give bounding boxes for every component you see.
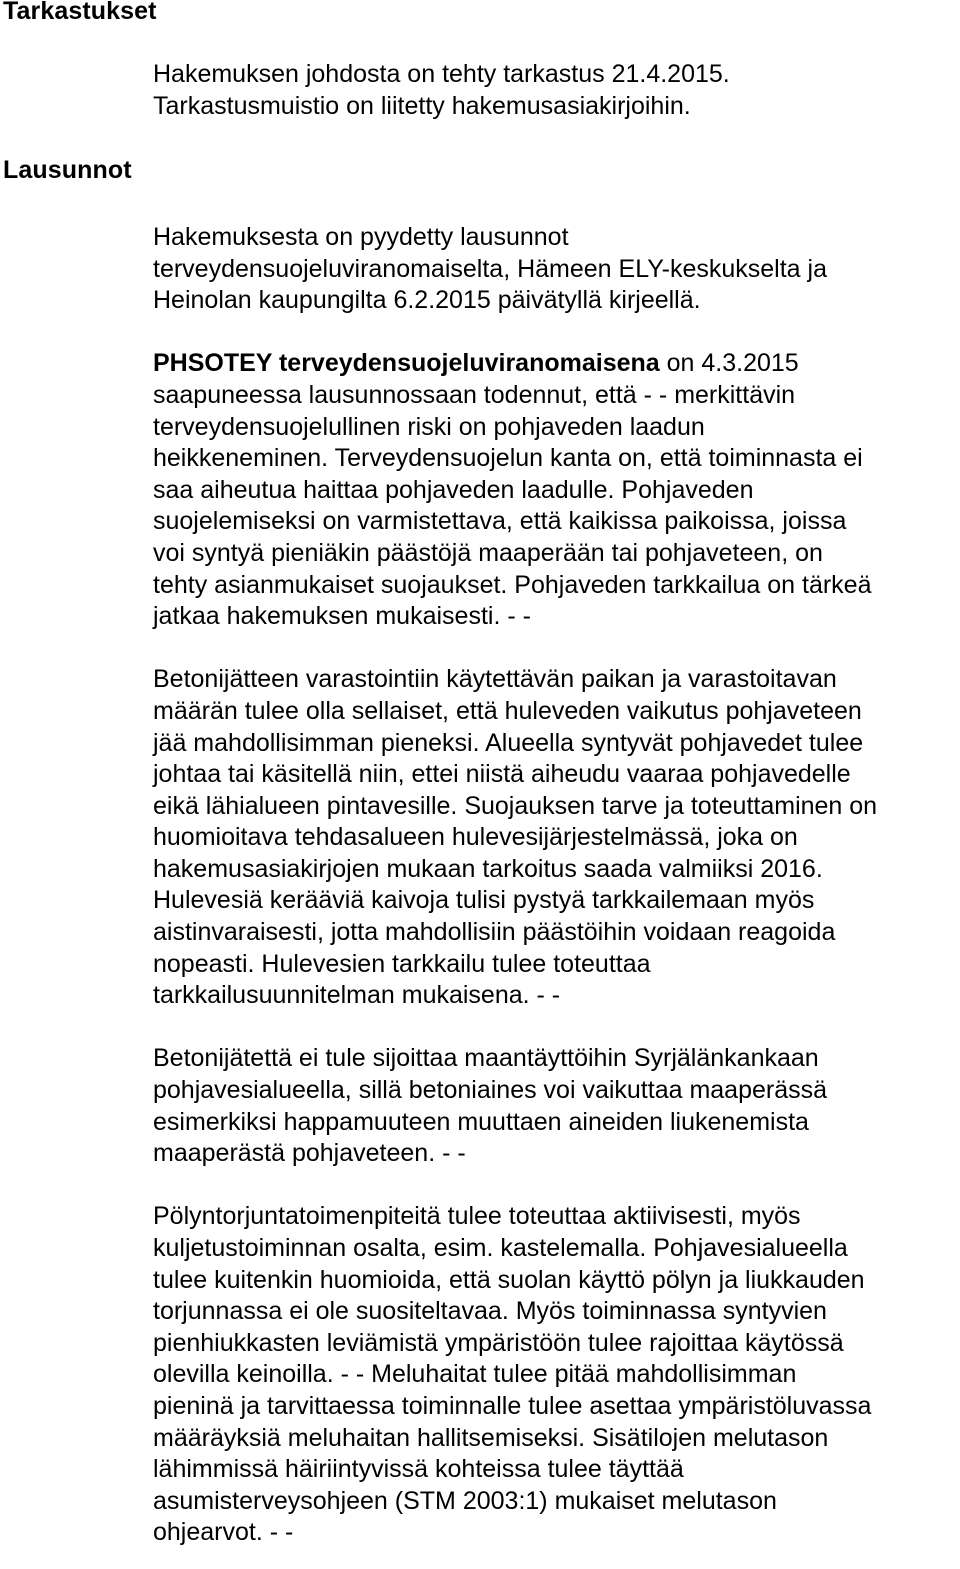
text-line: pohjavesialueella, sillä betoniaines voi vaikuttaa maaperässä <box>153 1076 828 1105</box>
text-line: heikkeneminen. Terveydensuojelun kanta on, että toiminnasta ei <box>153 444 863 473</box>
text-line: olevilla keinoilla. - - Meluhaitat tulee pitää mahdollisimman <box>153 1360 797 1389</box>
text-line: Pölyntorjuntatoimenpiteitä tulee toteuttaa aktiivisesti, myös <box>153 1202 801 1231</box>
tarkastukset-text <box>153 59 953 122</box>
text-line: Heinolan kaupungilta 6.2.2015 päivätyllä kirjeellä. <box>153 286 701 315</box>
text-line: Hakemuksesta on pyydetty lausunnot <box>153 223 569 251</box>
text-line: voi syntyä pieniäkin päästöjä maaperään tai pohjaveteen, on <box>153 538 823 567</box>
lausunnot-intro <box>153 222 953 317</box>
statement-first-line <box>153 348 953 380</box>
phsotey-statement <box>153 348 953 632</box>
text-line: johtaa tai käsitellä niin, ettei niistä aiheudu vaaraa pohjavedelle <box>153 760 851 789</box>
text-line: esimerkiksi happamuuteen muuttaen aineiden liukenemista <box>153 1107 809 1136</box>
text-line: pienhiukkasten leviämistä ympäristöön tulee rajoittaa käytössä <box>153 1328 844 1357</box>
text-line: tulee kuitenkin huomioida, että suolan käyttö pölyn ja liukkauden <box>153 1265 865 1294</box>
text-line: Betonijätettä ei tule sijoittaa maantäyttöihin Syrjälänkankaan <box>153 1044 819 1073</box>
text-line: ohjearvot. - - <box>153 1518 294 1547</box>
text-line: saa aiheutua haittaa pohjaveden laadulle. Pohjaveden <box>153 475 754 504</box>
text-line: hakemusasiakirjojen mukaan tarkoitus saada valmiiksi 2016. <box>153 854 823 883</box>
text-line: jatkaa hakemuksen mukaisesti. - - <box>153 602 531 631</box>
text-line: eikä lähialueen pintavesille. Suojauksen tarve ja toteuttaminen on <box>153 791 878 820</box>
text-line: saapuneessa lausunnossaan todennut, että - - merkittävin <box>153 380 796 409</box>
text-line: torjunnassa ei ole suositeltavaa. Myös toiminnassa syntyvien <box>153 1297 827 1326</box>
text-line: määräyksiä meluhaitan hallitsemiseksi. Sisätilojen melutason <box>153 1423 829 1452</box>
text-line: jää mahdollisimman pieneksi. Alueella syntyvät pohjavedet tulee <box>153 728 864 757</box>
text-line: pieninä ja tarvittaessa toiminnalle tulee asettaa ympäristöluvassa <box>153 1391 872 1420</box>
text-line: lähimmissä häiriintyvissä kohteissa tulee täyttää <box>153 1455 684 1484</box>
text-line: kuljetustoiminnan osalta, esim. kastelemalla. Pohjavesialueella <box>153 1234 848 1262</box>
paragraph-polyntorjunta <box>153 1201 953 1549</box>
text-line: terveydensuojelullinen riski on pohjaveden laadun <box>153 412 705 441</box>
text-line: Hakemuksen johdosta on tehty tarkastus 21.4.2015. <box>153 60 730 88</box>
section-heading-lausunnot: Lausunnot <box>3 156 132 184</box>
text-line: Betonijätteen varastointiin käytettävän paikan ja varastoitavan <box>153 665 837 694</box>
text-line: nopeasti. Hulevesien tarkkailu tulee toteuttaa <box>153 949 651 978</box>
text-line: määrän tulee olla sellaiset, että huleveden vaikutus pohjaveteen <box>153 696 862 725</box>
text-line: asumisterveysohjeen (STM 2003:1) mukaiset melutason <box>153 1486 777 1515</box>
text-line: Tarkastusmuistio on liitetty hakemusasiakirjoihin. <box>153 91 691 120</box>
statement-author: PHSOTEY terveydensuojeluviranomaisena <box>153 349 660 378</box>
text-line: huomioitava tehdasalueen hulevesijärjestelmässä, joka on <box>153 823 798 852</box>
text-line: maaperästä pohjaveteen. - - <box>153 1139 466 1168</box>
paragraph-betoni-maantaytto <box>153 1043 953 1169</box>
text-line: tehty asianmukaiset suojaukset. Pohjaveden tarkkailua on tärkeä <box>153 570 872 599</box>
text-line: terveydensuojeluviranomaiselta, Hämeen ELY-keskukselta ja <box>153 254 827 283</box>
text-line: Hulevesiä kerääviä kaivoja tulisi pystyä tarkkailemaan myös <box>153 886 815 915</box>
section-heading-tarkastukset: Tarkastukset <box>3 0 157 25</box>
text-line: suojelemiseksi on varmistettava, että kaikissa paikoissa, joissa <box>153 507 847 536</box>
text-line: tarkkailusuunnitelman mukaisena. - - <box>153 981 561 1010</box>
lausunnot-text <box>153 222 953 1549</box>
statement-date: on 4.3.2015 <box>659 349 799 378</box>
text-line: aistinvaraisesti, jotta mahdollisiin päästöihin voidaan reagoida <box>153 918 836 947</box>
paragraph-betoni-varastointi <box>153 664 953 1012</box>
